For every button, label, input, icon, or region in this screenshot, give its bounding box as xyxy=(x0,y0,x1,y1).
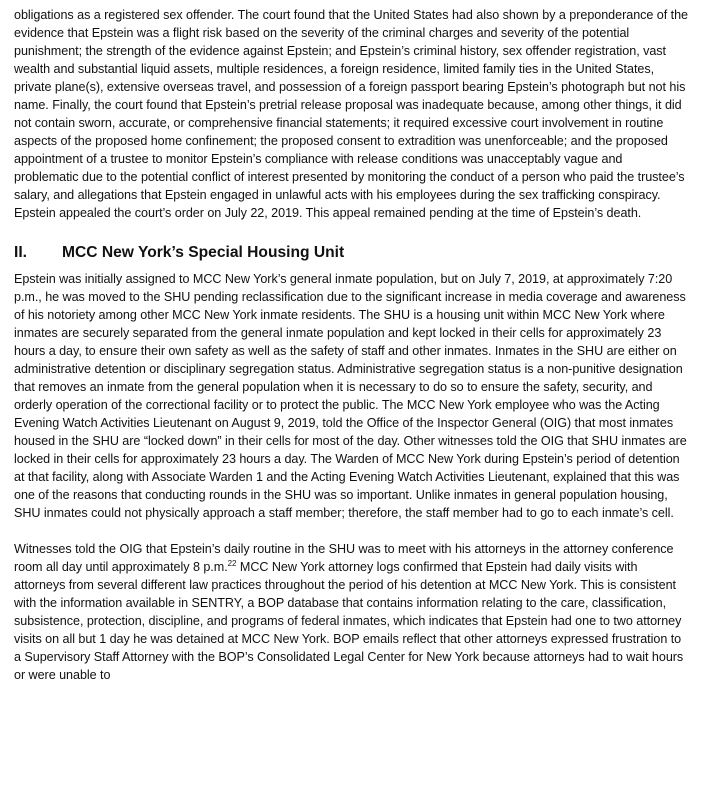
section-number: II. xyxy=(14,244,27,261)
paragraph-daily-routine-start: Witnesses told the OIG that Epstein’s daily routine in the SHU was to meet with his attorneys in the attorney conference room all day until approximately 8 p.m. xyxy=(14,542,674,574)
paragraph-spacer xyxy=(14,522,688,540)
section-title: MCC New York’s Special Housing Unit xyxy=(62,244,345,261)
paragraph-court-findings: obligations as a registered sex offender. The court found that the United States had also shown by a preponderance of the evidence that Epstein was a flight risk based on the severity of the criminal charges and severity of the potential punishment; the strength of the evidence against Epstein; and Epstein’s criminal history, sex offender registration, vast wealth and substantial liquid assets, multiple residences, a foreign residence, limited family ties in the United States, private plane(s), extensive overseas travel, and possession of a foreign passport bearing Epstein’s photograph but not his name. Finally, the court found that Epstein’s pretrial release proposal was inadequate because, among other things, it did not contain sworn, accurate, or comprehensive financial statements; it required excessive court involvement in routine aspects of the proposed home confinement; the proposed consent to extradition was unenforceable; and the proposed appointment of a trustee to monitor Epstein’s compliance with release conditions was unacceptably vague and problematic due to the potential conflict of interest presented by monitoring the conduct of a person who paid the trustee’s salary, and allegations that Epstein engaged in unlawful acts with his employees during the sex trafficking conspiracy. Epstein appealed the court’s order on July 22, 2019. This appeal remained pending at the time of Epstein’s death. xyxy=(14,8,689,220)
section-heading xyxy=(14,242,688,264)
paragraph-shu-description: Epstein was initially assigned to MCC New York’s general inmate population, but on July 7, 2019, at approximately 7:20 p.m., he was moved to the SHU pending reclassification due to the significant increase in media coverage and awareness of his notoriety among other MCC New York inmate residents. The SHU is a housing unit within MCC New York where inmates are securely separated from the general inmate population and kept locked in their cells for approximately 23 hours a day, to ensure their own safety as well as the safety of staff and other inmates. Inmates in the SHU are either on administrative detention or disciplinary segregation status. Administrative segregation status is a non-punitive designation that removes an inmate from the general population when it is necessary to do so to ensure the safety, security, and orderly operation of the correctional facility or to protect the public. The MCC New York employee who was the Acting Evening Watch Activities Lieutenant on August 9, 2019, told the Office of the Inspector General (OIG) that most inmates housed in the SHU are “locked down” in their cells for most of the day. Other witnesses told the OIG that SHU inmates are locked in their cells for approximately 23 hours a day. The Warden of MCC New York during Epstein’s period of detention at that facility, along with Associate Warden 1 and the Acting Evening Watch Activities Lieutenant, explained that this was one of the reasons that conducting rounds in the SHU was so important. Unlike inmates in general population housing, SHU inmates could not physically approach a staff member; therefore, the staff member had to go to each inmate’s cell. xyxy=(14,272,687,520)
paragraph-daily-routine xyxy=(14,540,688,684)
paragraph-daily-routine-rest: MCC New York attorney logs confirmed that Epstein had daily visits with attorneys from several different law practices throughout the period of his detention at MCC New York. This is consistent with the information available in SENTRY, a BOP database that contains information relating to the care, classification, subsistence, protection, discipline, and programs of federal inmates, which indicates that Epstein had one to two attorney visits on all but 1 day he was detained at MCC New York. BOP emails reflect that other attorneys expressed frustration to a Supervisory Staff Attorney with the BOP’s Consolidated Legal Center for New York because attorneys had to wait hours or were unable to xyxy=(14,560,684,682)
footnote-reference[interactable]: 22 xyxy=(227,558,237,568)
